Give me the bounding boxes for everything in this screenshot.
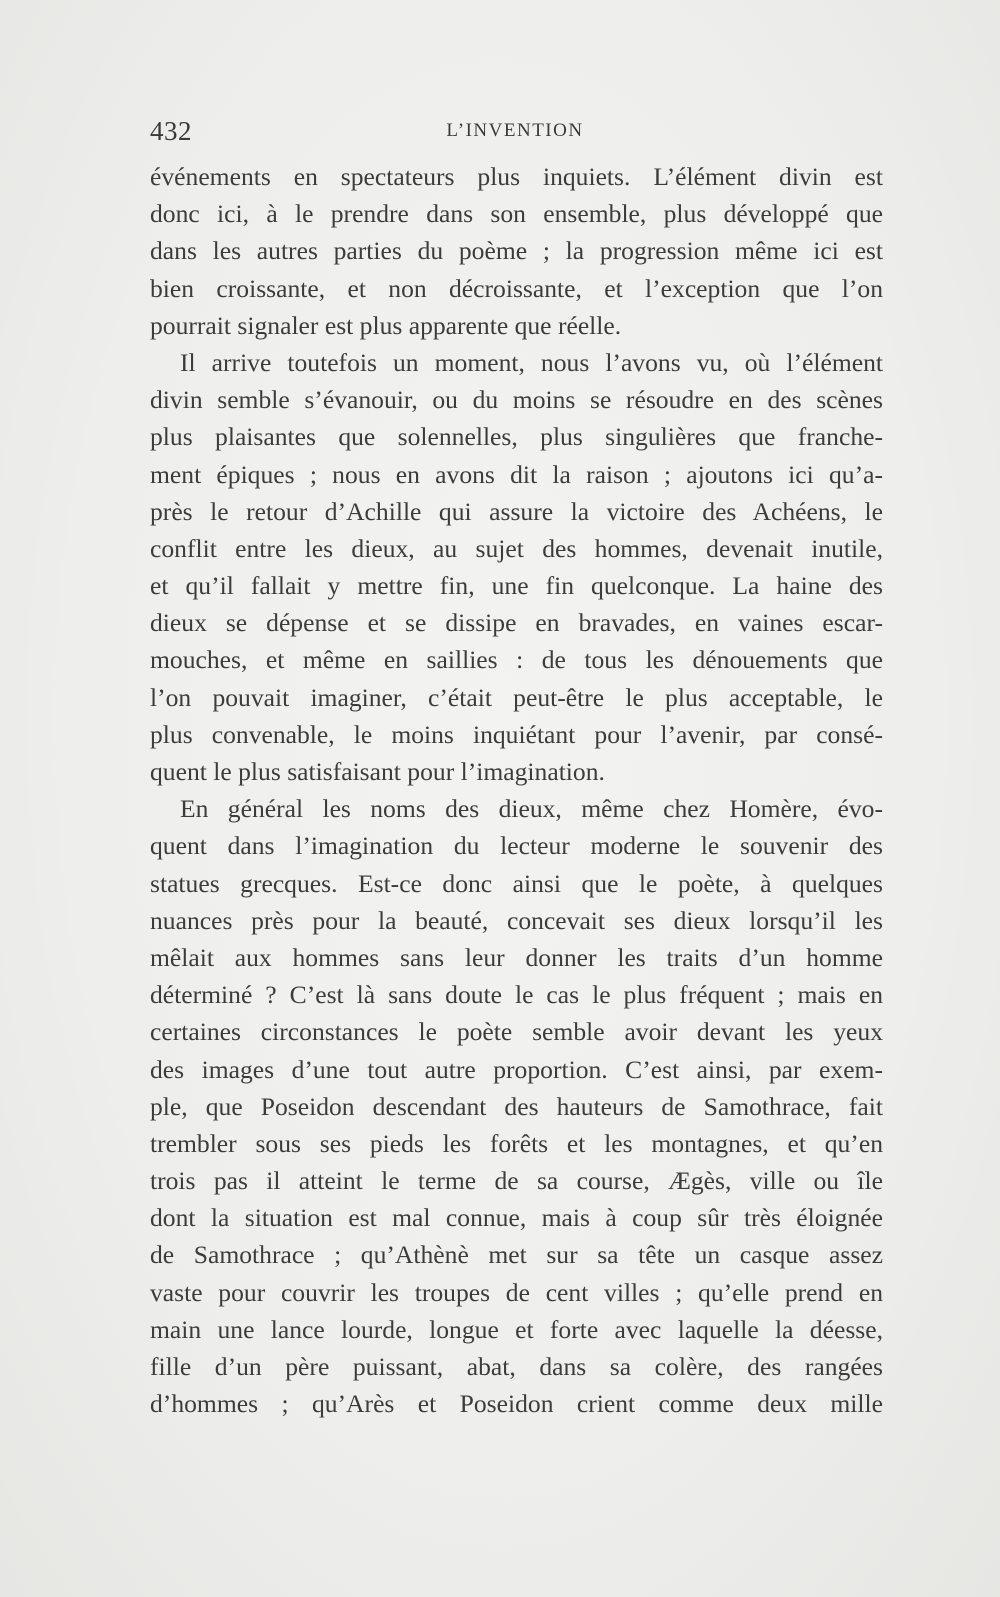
text-line: événements en spectateurs plus inquiets. L’élément divin est <box>150 162 883 191</box>
text-line: vaste pour couvrir les troupes de cent villes ; qu’elle prend en <box>150 1277 883 1307</box>
text-line: de Samothrace ; qu’Athènè met sur sa tête un casque assez <box>150 1240 883 1270</box>
text-line: plus convenable, le moins inquiétant pour l’avenir, par consé- <box>150 719 883 749</box>
text-line: fille d’un père puissant, abat, dans sa colère, des rangées <box>150 1352 883 1381</box>
running-head: L’INVENTION <box>446 120 584 141</box>
text-line: bien croissante, et non décroissante, et l’exception que l’on <box>150 273 883 303</box>
text-line: dont la situation est mal connue, mais à coup sûr très éloignée <box>150 1203 883 1233</box>
text-line: ple, que Poseidon descendant des hauteurs de Samothrace, fait <box>150 1091 883 1121</box>
text-line: divin semble s’évanouir, ou du moins se résoudre en des scènes <box>150 385 883 415</box>
page-number: 432 <box>150 116 192 146</box>
page-header <box>150 116 880 150</box>
text-line: dieux se dépense et se dissipe en bravades, en vaines escar- <box>150 608 883 638</box>
text-line: trembler sous ses pieds les forêts et les montagnes, et qu’en <box>150 1128 883 1158</box>
text-line: près le retour d’Achille qui assure la victoire des Achéens, le <box>150 496 883 526</box>
text-line: nuances près pour la beauté, concevait ses dieux lorsqu’il les <box>150 905 883 935</box>
text-line: En général les noms des dieux, même chez Homère, évo- <box>180 794 883 824</box>
text-line: conflit entre les dieux, au sujet des hommes, devenait inutile, <box>150 533 883 563</box>
text-line: l’on pouvait imaginer, c’était peut-être le plus acceptable, le <box>150 682 883 712</box>
body-text <box>150 158 883 1422</box>
text-line: d’hommes ; qu’Arès et Poseidon crient comme deux mille <box>150 1389 883 1419</box>
text-line: déterminé ? C’est là sans doute le cas le plus fréquent ; mais en <box>150 980 883 1010</box>
text-line: ment épiques ; nous en avons dit la raison ; ajoutons ici qu’a- <box>150 459 883 489</box>
text-line: dans les autres parties du poème ; la progression même ici est <box>150 236 883 266</box>
text-line: quent le plus satisfaisant pour l’imagination. <box>150 757 605 786</box>
text-line: trois pas il atteint le terme de sa course, Ægès, ville ou île <box>150 1166 883 1196</box>
text-line: quent dans l’imagination du lecteur moderne le souvenir des <box>150 831 883 861</box>
text-line: plus plaisantes que solennelles, plus singulières que franche- <box>150 422 883 452</box>
text-line: Il arrive toutefois un moment, nous l’avons vu, où l’élément <box>180 347 883 377</box>
text-line: main une lance lourde, longue et forte avec laquelle la déesse, <box>150 1314 883 1344</box>
text-line: des images d’une tout autre proportion. C’est ainsi, par exem- <box>150 1054 883 1084</box>
text-line: certaines circonstances le poète semble avoir devant les yeux <box>150 1017 883 1047</box>
text-line: pourrait signaler est plus apparente que réelle. <box>150 310 622 340</box>
text-line: donc ici, à le prendre dans son ensemble, plus développé que <box>150 199 883 229</box>
text-line: statues grecques. Est-ce donc ainsi que le poète, à quelques <box>150 868 883 898</box>
text-line: et qu’il fallait y mettre fin, une fin quelconque. La haine des <box>150 571 883 601</box>
text-line: mêlait aux hommes sans leur donner les traits d’un homme <box>150 942 883 972</box>
text-line: mouches, et même en saillies : de tous les dénouements que <box>150 645 883 675</box>
